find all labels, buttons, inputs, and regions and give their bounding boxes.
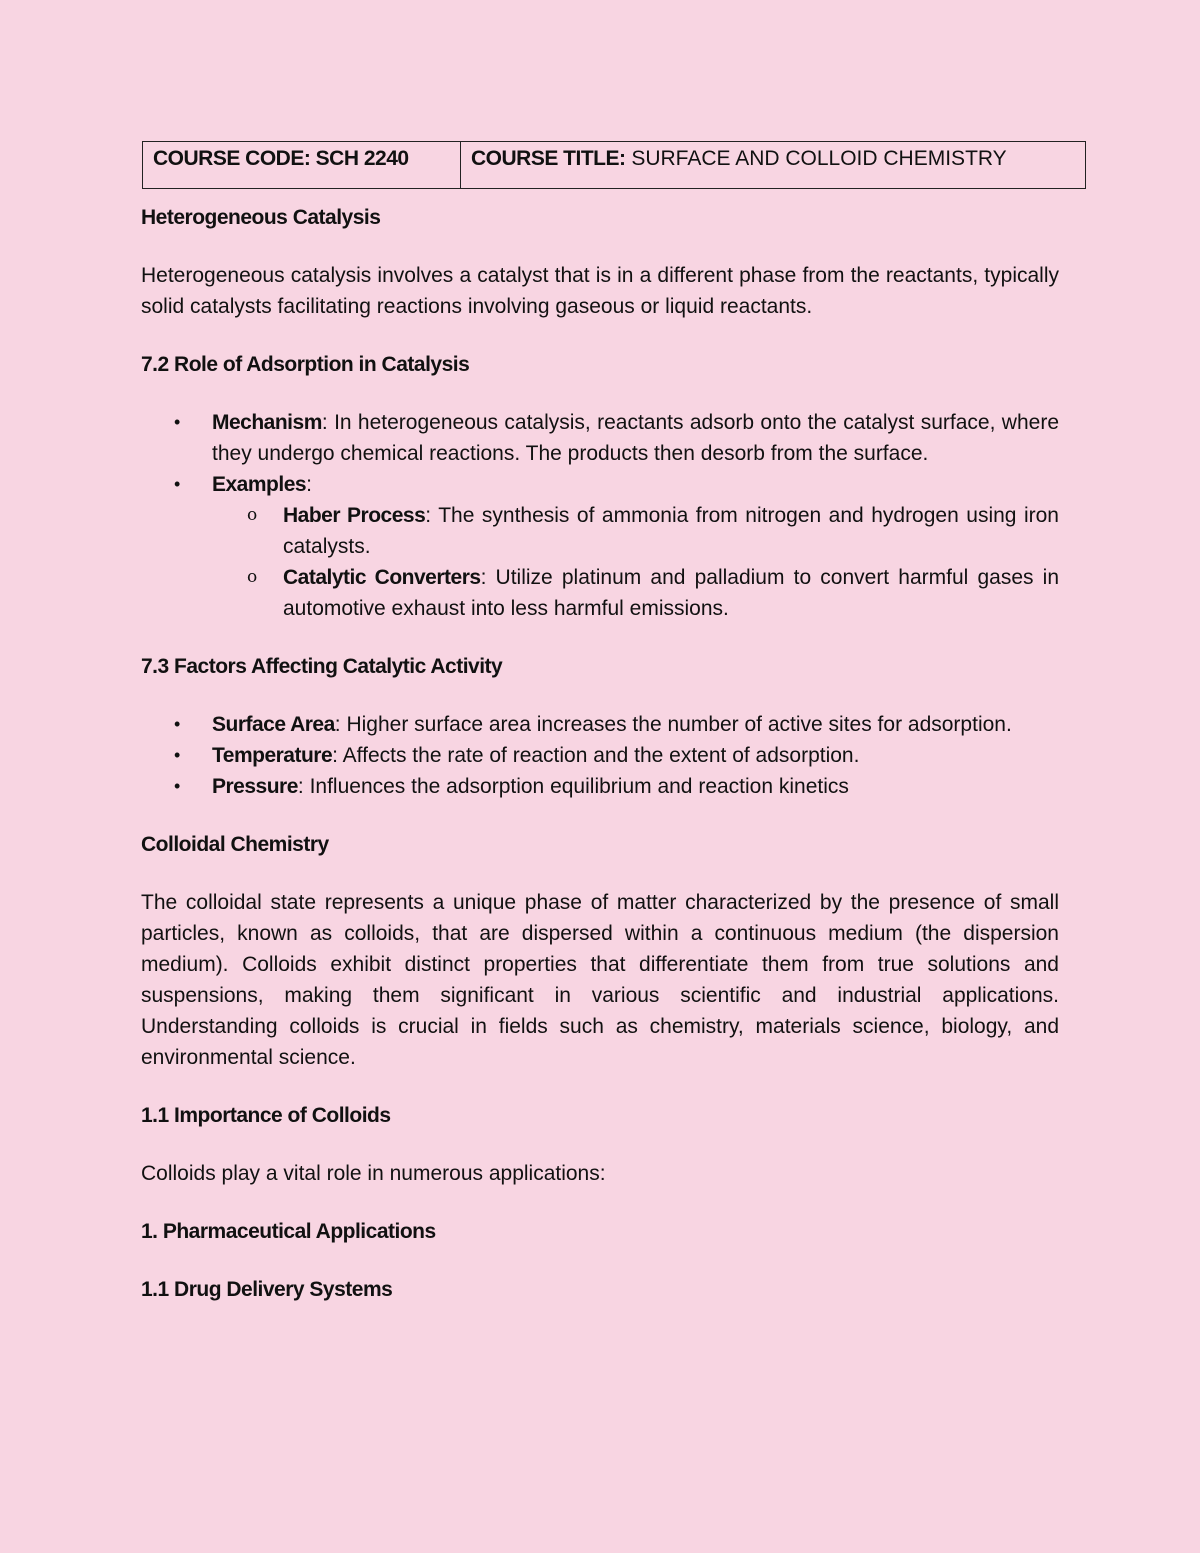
document-body <box>141 202 1059 1305</box>
paragraph-importance-of-colloids: Colloids play a vital role in numerous applications: <box>141 1162 606 1185</box>
course-title-cell <box>461 142 1085 188</box>
list-item <box>141 407 1059 469</box>
heading-factors-affecting: 7.3 Factors Affecting Catalytic Activity <box>141 655 503 678</box>
term-mechanism: Mechanism <box>212 411 322 434</box>
paragraph-heterogeneous-catalysis: Heterogeneous catalysis involves a catalyst that is in a different phase from the reactants, typically solid catalysts facilitating reactions involving gaseous or liquid reactants. <box>141 264 1059 318</box>
circle-bullet-icon: o <box>247 567 258 587</box>
bullet-icon: • <box>174 412 181 432</box>
term-examples: Examples <box>212 473 307 496</box>
term-pressure: Pressure <box>212 775 298 798</box>
text-catalytic-converters: : Utilize platinum and palladium to convert harmful gases in automotive exhaust into less harmful emissions. <box>283 566 1059 620</box>
text-mechanism: : In heterogeneous catalysis, reactants adsorb onto the catalyst surface, where they undergo chemical reactions. The products then desorb from the surface. <box>212 411 1059 465</box>
list-role-of-adsorption <box>141 407 1059 624</box>
text-surface-area: : Higher surface area increases the number of active sites for adsorption. <box>334 713 1012 736</box>
course-header-table <box>142 141 1086 189</box>
term-haber-process: Haber Process <box>283 504 426 527</box>
term-surface-area: Surface Area <box>212 713 335 736</box>
bullet-icon: • <box>174 474 181 494</box>
list-item <box>141 771 1059 802</box>
course-code-cell <box>143 142 461 188</box>
text-examples: : <box>306 473 312 496</box>
sublist-item <box>141 500 1059 562</box>
heading-colloidal-chemistry: Colloidal Chemistry <box>141 833 329 856</box>
bullet-icon: • <box>174 745 181 765</box>
course-title-label: COURSE TITLE: <box>471 147 626 170</box>
course-title-value: SURFACE AND COLLOID CHEMISTRY <box>625 147 1007 170</box>
text-pressure: : Influences the adsorption equilibrium and reaction kinetics <box>297 775 849 798</box>
list-item <box>141 709 1059 740</box>
heading-pharmaceutical-applications: 1. Pharmaceutical Applications <box>141 1220 436 1243</box>
text-haber-process: : The synthesis of ammonia from nitrogen and hydrogen using iron catalysts. <box>283 504 1059 558</box>
sublist-examples <box>212 500 1059 624</box>
heading-role-of-adsorption: 7.2 Role of Adsorption in Catalysis <box>141 353 470 376</box>
heading-heterogeneous-catalysis: Heterogeneous Catalysis <box>141 206 381 229</box>
course-code: COURSE CODE: SCH 2240 <box>153 147 409 170</box>
list-factors <box>141 709 1059 802</box>
heading-drug-delivery-systems: 1.1 Drug Delivery Systems <box>141 1278 393 1301</box>
bullet-icon: • <box>174 776 181 796</box>
term-temperature: Temperature <box>212 744 333 767</box>
text-temperature: : Affects the rate of reaction and the extent of adsorption. <box>332 744 860 767</box>
heading-importance-of-colloids: 1.1 Importance of Colloids <box>141 1104 391 1127</box>
circle-bullet-icon: o <box>247 505 258 525</box>
sublist-item <box>141 562 1059 624</box>
list-item <box>141 469 1059 624</box>
term-catalytic-converters: Catalytic Converters <box>283 566 481 589</box>
bullet-icon: • <box>174 714 181 734</box>
paragraph-colloidal-chemistry: The colloidal state represents a unique phase of matter characterized by the presence of small particles, known as colloids, that are dispersed within a continuous medium (the dispersion medium). Colloids exhibit distinct properties that differentiate them from true solutions and suspensions, making them significant in various scientific and industrial applications. Understanding colloids is crucial in fields such as chemistry, materials science, biology, and environmental science. <box>141 891 1059 1069</box>
list-item <box>141 740 1059 771</box>
